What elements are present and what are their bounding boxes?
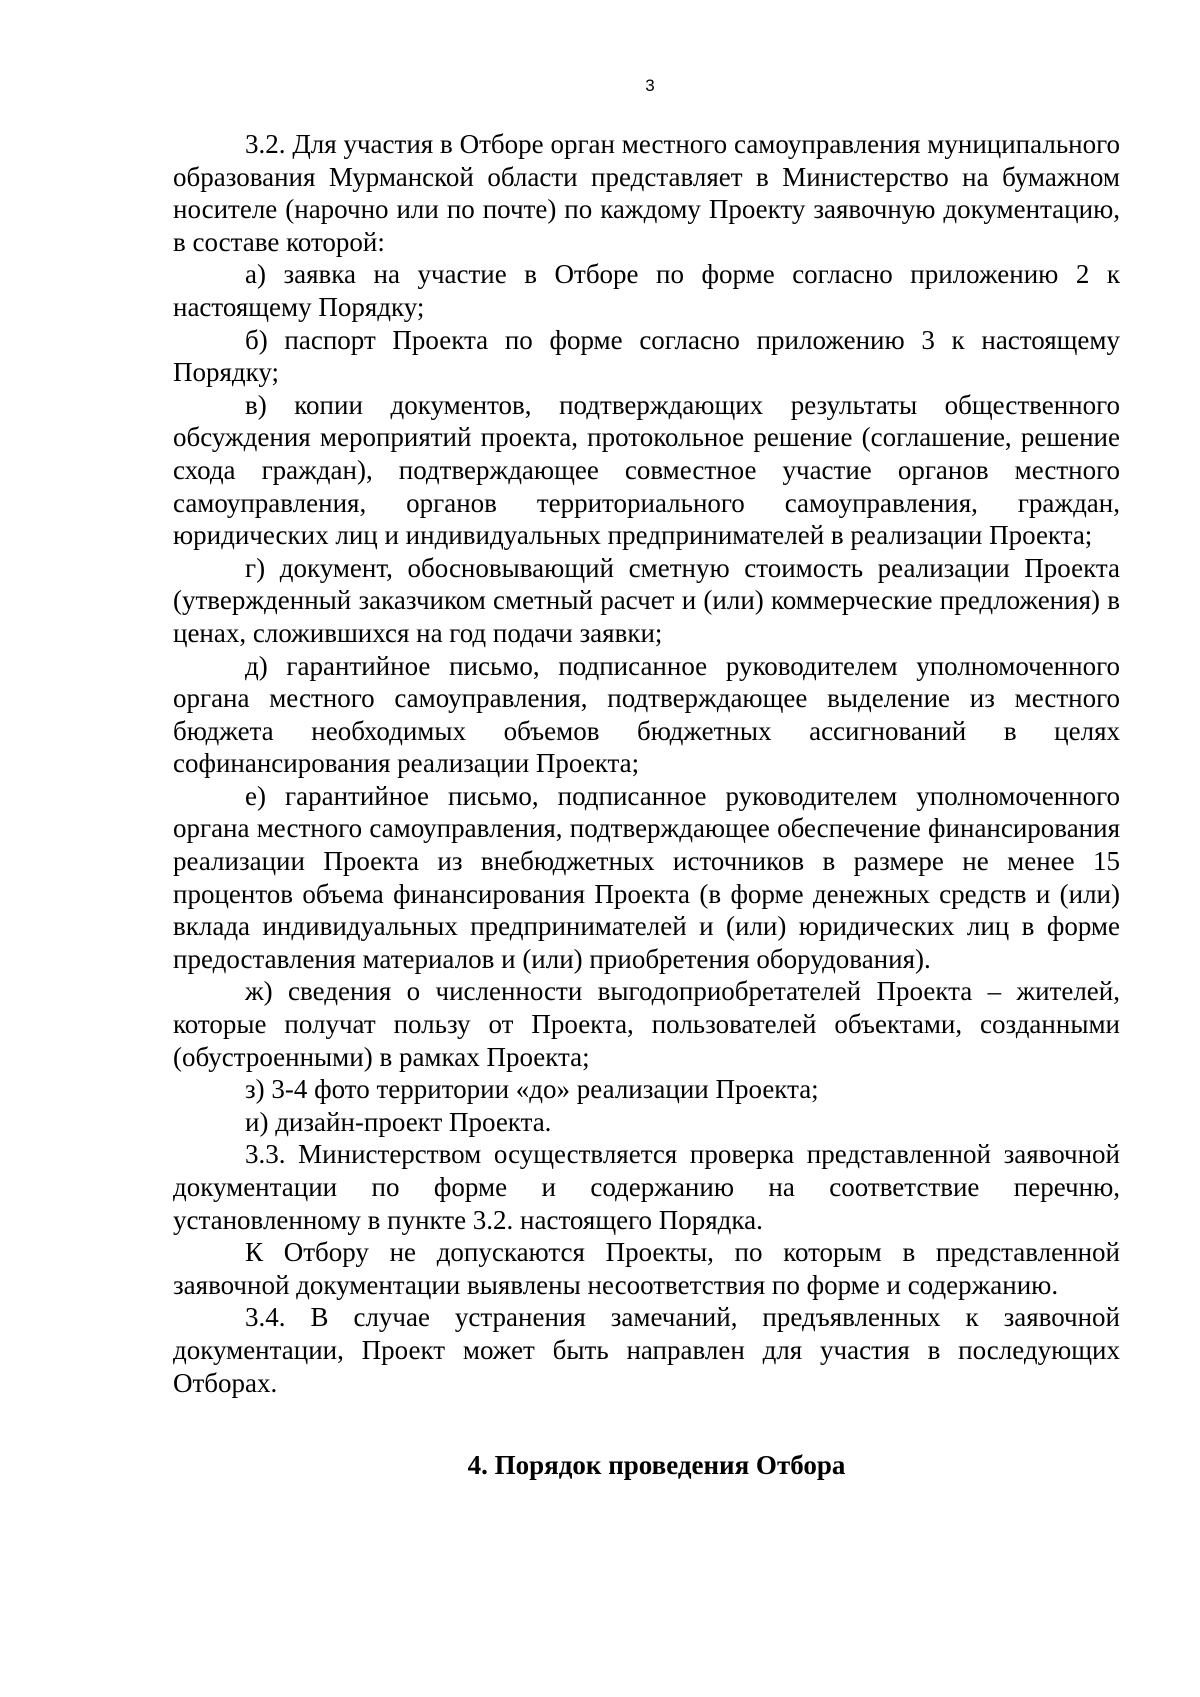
list-item-g: г) документ, обосновывающий сметную стоимость реализации Проекта (утвержденный заказчиком сметный расчет и (или) коммерческие предложения) в ценах, сложившихся на год подачи заявки; (173, 552, 1120, 648)
paragraph-admission: К Отбору не допускаются Проекты, по которым в представленной заявочной документации выявлены несоответствия по форме и содержанию. (173, 1237, 1120, 1300)
paragraph-3-2: 3.2. Для участия в Отборе орган местного самоуправления муниципального образования Мурманской области представляет в Министерство на бумажном носителе (нарочно или по почте) по каждому Проекту заявочную документацию, в составе которой: (173, 129, 1120, 257)
document-body (173, 128, 1120, 1482)
list-item-d: д) гарантийное письмо, подписанное руководителем уполномоченного органа местного самоуправления, подтверждающее выделение из местного бюджета необходимых объемов бюджетных ассигнований в целях софинансирования реализации Проекта; (173, 650, 1120, 779)
list-item-i: и) дизайн-проект Проекта. (245, 1106, 552, 1137)
list-item-z: з) 3-4 фото территории «до» реализации Проекта; (245, 1074, 819, 1105)
section-heading: 4. Порядок проведения Отбора (467, 1450, 846, 1481)
page-number: 3 (645, 76, 655, 95)
list-item-a: а) заявка на участие в Отборе по форме согласно приложению 2 к настоящему Порядку; (173, 259, 1120, 322)
paragraph-3-4: 3.4. В случае устранения замечаний, предъявленных к заявочной документации, Проект может быть направлен для участия в последующих Отборах. (173, 1302, 1120, 1398)
list-item-v: в) копии документов, подтверждающих результаты общественного обсуждения мероприятий проекта, протокольное решение (соглашение, решение схода граждан), подтверждающее совместное участие органов местного самоуправления, органов территориального самоуправления, граждан, юридических лиц и индивидуальных предпринимателей в реализации Проекта; (173, 389, 1120, 551)
list-item-zh: ж) сведения о численности выгодоприобретателей Проекта – жителей, которые получат пользу от Проекта, пользователей объектами, созданными (обустроенными) в рамках Проекта; (173, 976, 1120, 1072)
paragraph-3-3: 3.3. Министерством осуществляется проверка представленной заявочной документации по форме и содержанию на соответствие перечню, установленному в пункте 3.2. настоящего Порядка. (173, 1139, 1120, 1235)
list-item-b: б) паспорт Проекта по форме согласно приложению 3 к настоящему Порядку; (173, 324, 1120, 388)
list-item-e: е) гарантийное письмо, подписанное руководителем уполномоченного органа местного самоуправления, подтверждающее обеспечение финансирования реализации Проекта из внебюджетных источников в размере не менее 15 процентов объема финансирования Проекта (в форме денежных средств и (или) вклада индивидуальных предпринимателей и (или) юридических лиц в форме предоставления материалов и (или) приобретения оборудования). (173, 780, 1120, 974)
